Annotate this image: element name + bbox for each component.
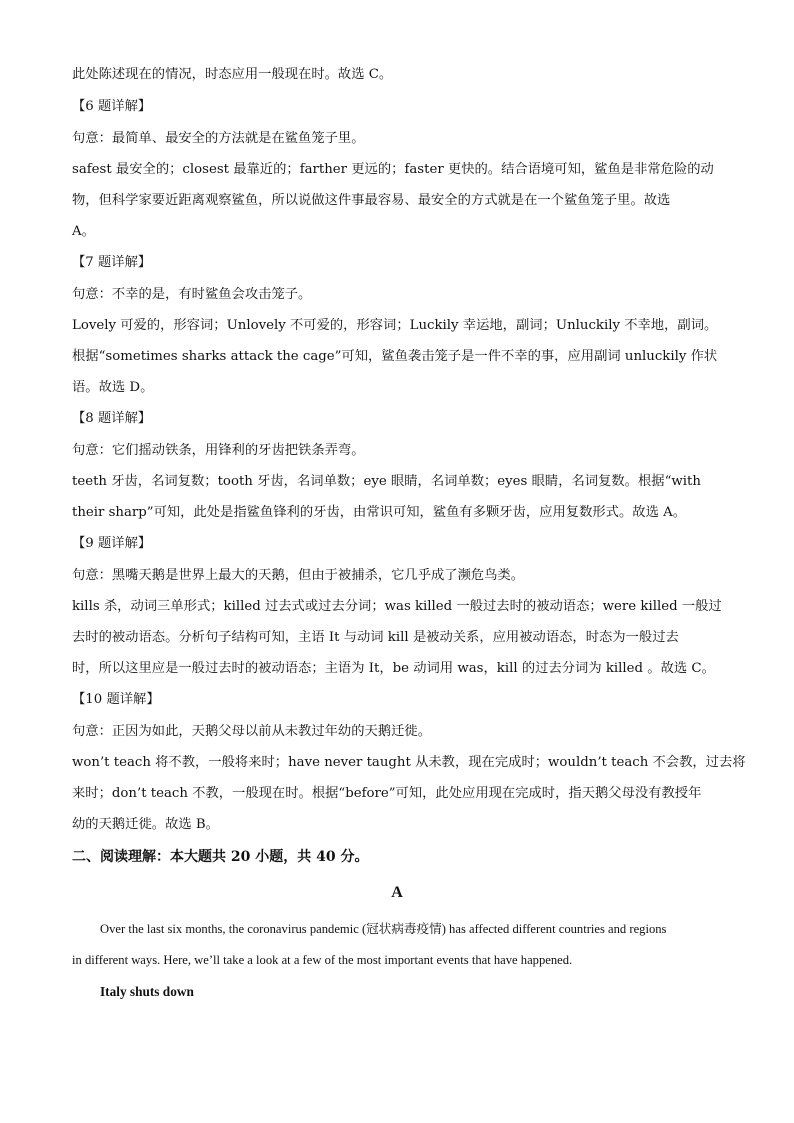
text-line: 时，所以这里应是一般过去时的被动语态；主语为 It，be 动词用 was，kill 的过去分词为 killed 。故选 C。 xyxy=(72,661,715,676)
text-line: 根据“sometimes sharks attack the cage”可知，鲨鱼袭击笼子是一件不幸的事，应用副词 unluckily 作状 xyxy=(72,349,718,364)
question-7-heading: 【7 题详解】 xyxy=(72,255,152,270)
question-10-heading: 【10 题详解】 xyxy=(72,692,160,707)
text-line: 语。故选 D。 xyxy=(72,380,154,395)
text-line: their sharp”可知，此处是指鲨鱼锋利的牙齿，由常识可知，鲨鱼有多颗牙齿，应用复数形式。故选 A。 xyxy=(72,505,686,520)
text-line: kills 杀，动词三单形式；killed 过去式或过去分词；was killed 一般过去时的被动语态；were killed 一般过 xyxy=(72,599,722,614)
question-9-heading: 【9 题详解】 xyxy=(72,536,152,551)
text-line: 句意：黑嘴天鹅是世界上最大的天鹅，但由于被捕杀，它几乎成了濒危鸟类。 xyxy=(72,568,525,583)
text-line: teeth 牙齿，名词复数；tooth 牙齿，名词单数；eye 眼睛，名词单数；eyes 眼睛，名词复数。根据“with xyxy=(72,474,701,489)
passage-line: Over the last six months, the coronavirus pandemic (冠状病毒疫情) has affected different countries and regions xyxy=(100,922,667,936)
text-line: A。 xyxy=(72,224,95,239)
text-line: 物，但科学家要近距离观察鲨鱼，所以说做这件事最容易、最安全的方式就是在一个鲨鱼笼子里。故选 xyxy=(72,193,671,208)
passage-subheading: Italy shuts down xyxy=(100,984,194,999)
text-line: 幼的天鹅迁徙。故选 B。 xyxy=(72,817,219,832)
passage-line: in different ways. Here, we’ll take a look at a few of the most important events that have happened. xyxy=(72,953,573,967)
text-line: won’t teach 将不教，一般将来时；have never taught 从未教，现在完成时；wouldn’t teach 不会教，过去将 xyxy=(72,755,746,770)
question-8-heading: 【8 题详解】 xyxy=(72,411,152,426)
text-line: 句意：它们摇动铁条，用锋利的牙齿把铁条弄弯。 xyxy=(72,443,365,458)
text-line: 句意：正因为如此，天鹅父母以前从未教过年幼的天鹅迁徙。 xyxy=(72,724,432,739)
text-line: 去时的被动语态。分析句子结构可知，主语 It 与动词 kill 是被动关系，应用被动语态，时态为一般过去 xyxy=(72,630,679,645)
passage-letter: A xyxy=(391,884,403,901)
text-line: 句意：不幸的是，有时鲨鱼会攻击笼子。 xyxy=(72,287,312,302)
question-6-heading: 【6 题详解】 xyxy=(72,99,152,114)
text-line: 句意：最简单、最安全的方法就是在鲨鱼笼子里。 xyxy=(72,131,365,146)
text-line: safest 最安全的；closest 最靠近的；farther 更远的；faster 更快的。结合语境可知，鲨鱼是非常危险的动 xyxy=(72,162,714,177)
text-line: 来时；don’t teach 不教，一般现在时。根据“before”可知，此处应用现在完成时，指天鹅父母没有教授年 xyxy=(72,786,702,801)
text-line: Lovely 可爱的，形容词；Unlovely 不可爱的，形容词；Luckily 幸运地，副词；Unluckily 不幸地，副词。 xyxy=(72,318,718,333)
section-heading: 二、阅读理解：本大题共 20 小题，共 40 分。 xyxy=(72,849,369,865)
text-line: 此处陈述现在的情况，时态应用一般现在时。故选 C。 xyxy=(72,67,393,82)
